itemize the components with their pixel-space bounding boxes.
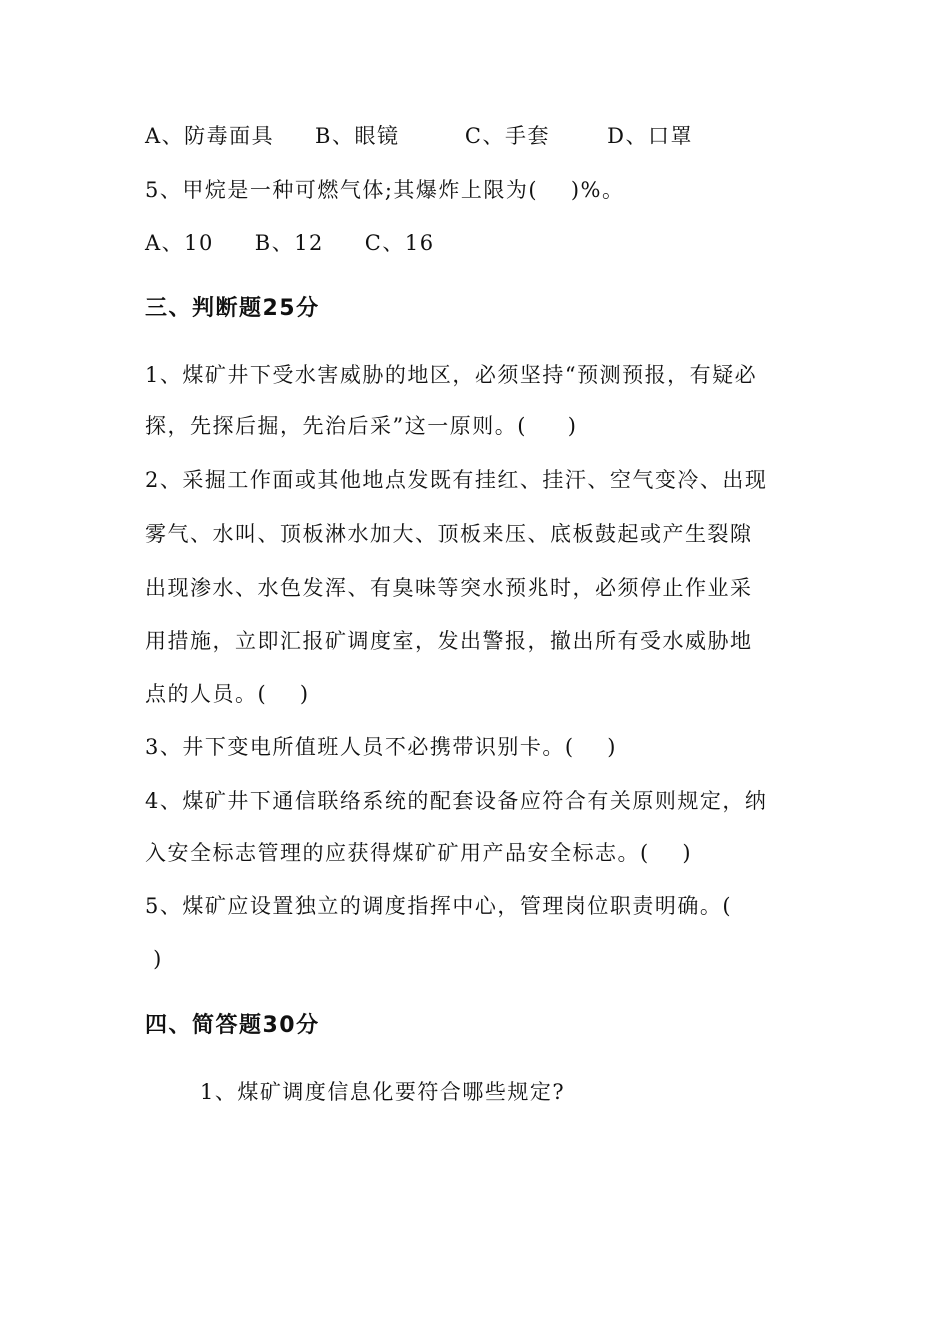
section3-line: 探，先探后掘，先治后采”这一原则。( ) xyxy=(145,414,578,438)
section3-line: 出现渗水、水色发浑、有臭味等突水预兆时，必须停止作业采 xyxy=(145,576,753,600)
section3-line: 4、煤矿井下通信联络系统的配套设备应符合有关原则规定，纳 xyxy=(145,789,768,813)
section3-line: 点的人员。( ) xyxy=(145,682,310,706)
q5-question: 5、甲烷是一种可燃气体;其爆炸上限为( )%。 xyxy=(145,178,625,202)
section3-line: 雾气、水叫、顶板淋水加大、顶板来压、底板鼓起或产生裂隙 xyxy=(145,522,753,546)
section3-line: 入安全标志管理的应获得煤矿矿用产品安全标志。( ) xyxy=(145,841,693,865)
section3-line: 3、井下变电所值班人员不必携带识别卡。( ) xyxy=(145,735,617,759)
section3-line: ) xyxy=(145,947,163,971)
section3-heading: 三、判断题25分 xyxy=(145,296,320,321)
q4-options: A、防毒面具 B、眼镜 C、手套 D、口罩 xyxy=(145,124,694,148)
section4-question-1: 1、煤矿调度信息化要符合哪些规定? xyxy=(200,1080,566,1104)
section3-line: 1、煤矿井下受水害威胁的地区，必须坚持“预测预报，有疑必 xyxy=(145,363,758,387)
section4-heading: 四、简答题30分 xyxy=(145,1013,320,1038)
section3-line: 2、采掘工作面或其他地点发既有挂红、挂汗、空气变冷、出现 xyxy=(145,468,768,492)
section3-line: 用措施，立即汇报矿调度室，发出警报，撤出所有受水威胁地 xyxy=(145,629,753,653)
section3-line: 5、煤矿应设置独立的调度指挥中心，管理岗位职责明确。( xyxy=(145,894,733,918)
q5-options: A、10 B、12 C、16 xyxy=(145,231,435,255)
